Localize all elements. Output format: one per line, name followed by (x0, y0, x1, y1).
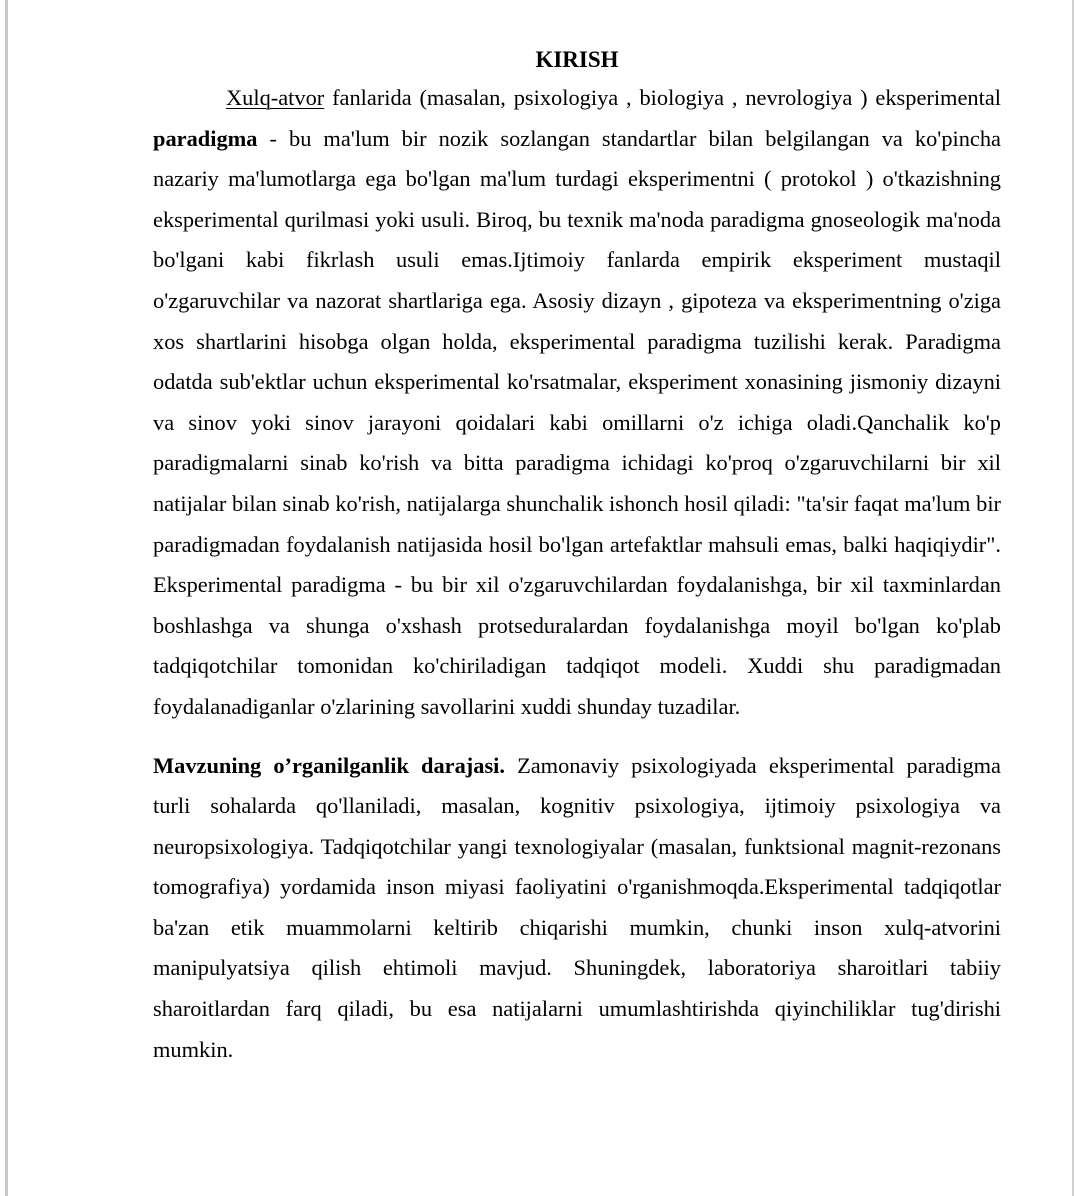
intro-paragraph (153, 78, 1001, 728)
study-level-heading: Mavzuning o’rganilganlik darajasi. (153, 752, 505, 778)
intro-text-part-1: fanlarida (masalan, psixologiya , biologiya , nevrologiya ) eksperimental (324, 85, 1001, 110)
term-xulq-atvor: Xulq-atvor (226, 85, 325, 110)
study-level-text: Zamonaviy psixologiyada eksperimental paradigma turli sohalarda qo'llaniladi, masalan, kognitiv psixologiya, ijtimoiy psixologiya va neuropsixologiya. Tadqiqotchilar yangi texnologiyalar (masalan, funktsional magnit-rezonans tomografiya) yordamida inson miyasi faoliyatini o'rganishmoqda.Eksperimental tadqiqotlar ba'zan etik muammolarni keltirib chiqarishi mumkin, chunki inson xulq-atvorini manipulyatsiya qilish ehtimoli mavjud. Shuningdek, laboratoriya sharoitlari tabiiy sharoitlardan farq qiladi, bu esa natijalarni umumlashtirishda qiyinchiliklar tug'dirishi mumkin. (153, 752, 1001, 1062)
intro-text-part-2: - bu ma'lum bir nozik sozlangan standartlar bilan belgilangan va ko'pincha nazariy ma'lumotlarga ega bo'lgan ma'lum turdagi eksperimentni ( protokol ) o'tkazishning eksperimental qurilmasi yoki usuli. Biroq, bu texnik ma'noda paradigma gnoseologik ma'noda bo'lgani kabi fikrlash usuli emas.Ijtimoiy fanlarda empirik eksperiment mustaqil o'zgaruvchilar va nazorat shartlariga ega. Asosiy dizayn , gipoteza va eksperimentning o'ziga xos shartlarini hisobga olgan holda, eksperimental paradigma tuzilishi kerak. Paradigma odatda sub'ektlar uchun eksperimental ko'rsatmalar, eksperiment xonasining jismoniy dizayni va sinov yoki sinov jarayoni qoidalari kabi omillarni o'z ichiga oladi.Qanchalik ko'p paradigmalarni sinab ko'rish va bitta paradigma ichidagi ko'proq o'zgaruvchilarni bir xil natijalar bilan sinab ko'rish, natijalarga shunchalik ishonch hosil qiladi: "ta'sir faqat ma'lum bir paradigmadan foydalanish natijasida hosil bo'lgan artefaktlar mahsuli emas, balki haqiqiydir". Eksperimental paradigma - bu bir xil o'zgaruvchilardan foydalanishga, bir xil taxminlardan boshlashga va shunga o'xshash protseduralardan foydalanishga moyil bo'lgan ko'plab tadqiqotchilar tomonidan ko'chiriladigan tadqiqot modeli. Xuddi shu paradigmadan foydalanadiganlar o'zlarining savollarini xuddi shunday tuzadilar. (153, 125, 1001, 719)
page-left-edge (5, 0, 8, 1196)
term-paradigma: paradigma (153, 125, 258, 151)
study-level-paragraph (153, 746, 1001, 1071)
document-title: KIRISH (535, 47, 619, 72)
document-page (153, 44, 1001, 1070)
